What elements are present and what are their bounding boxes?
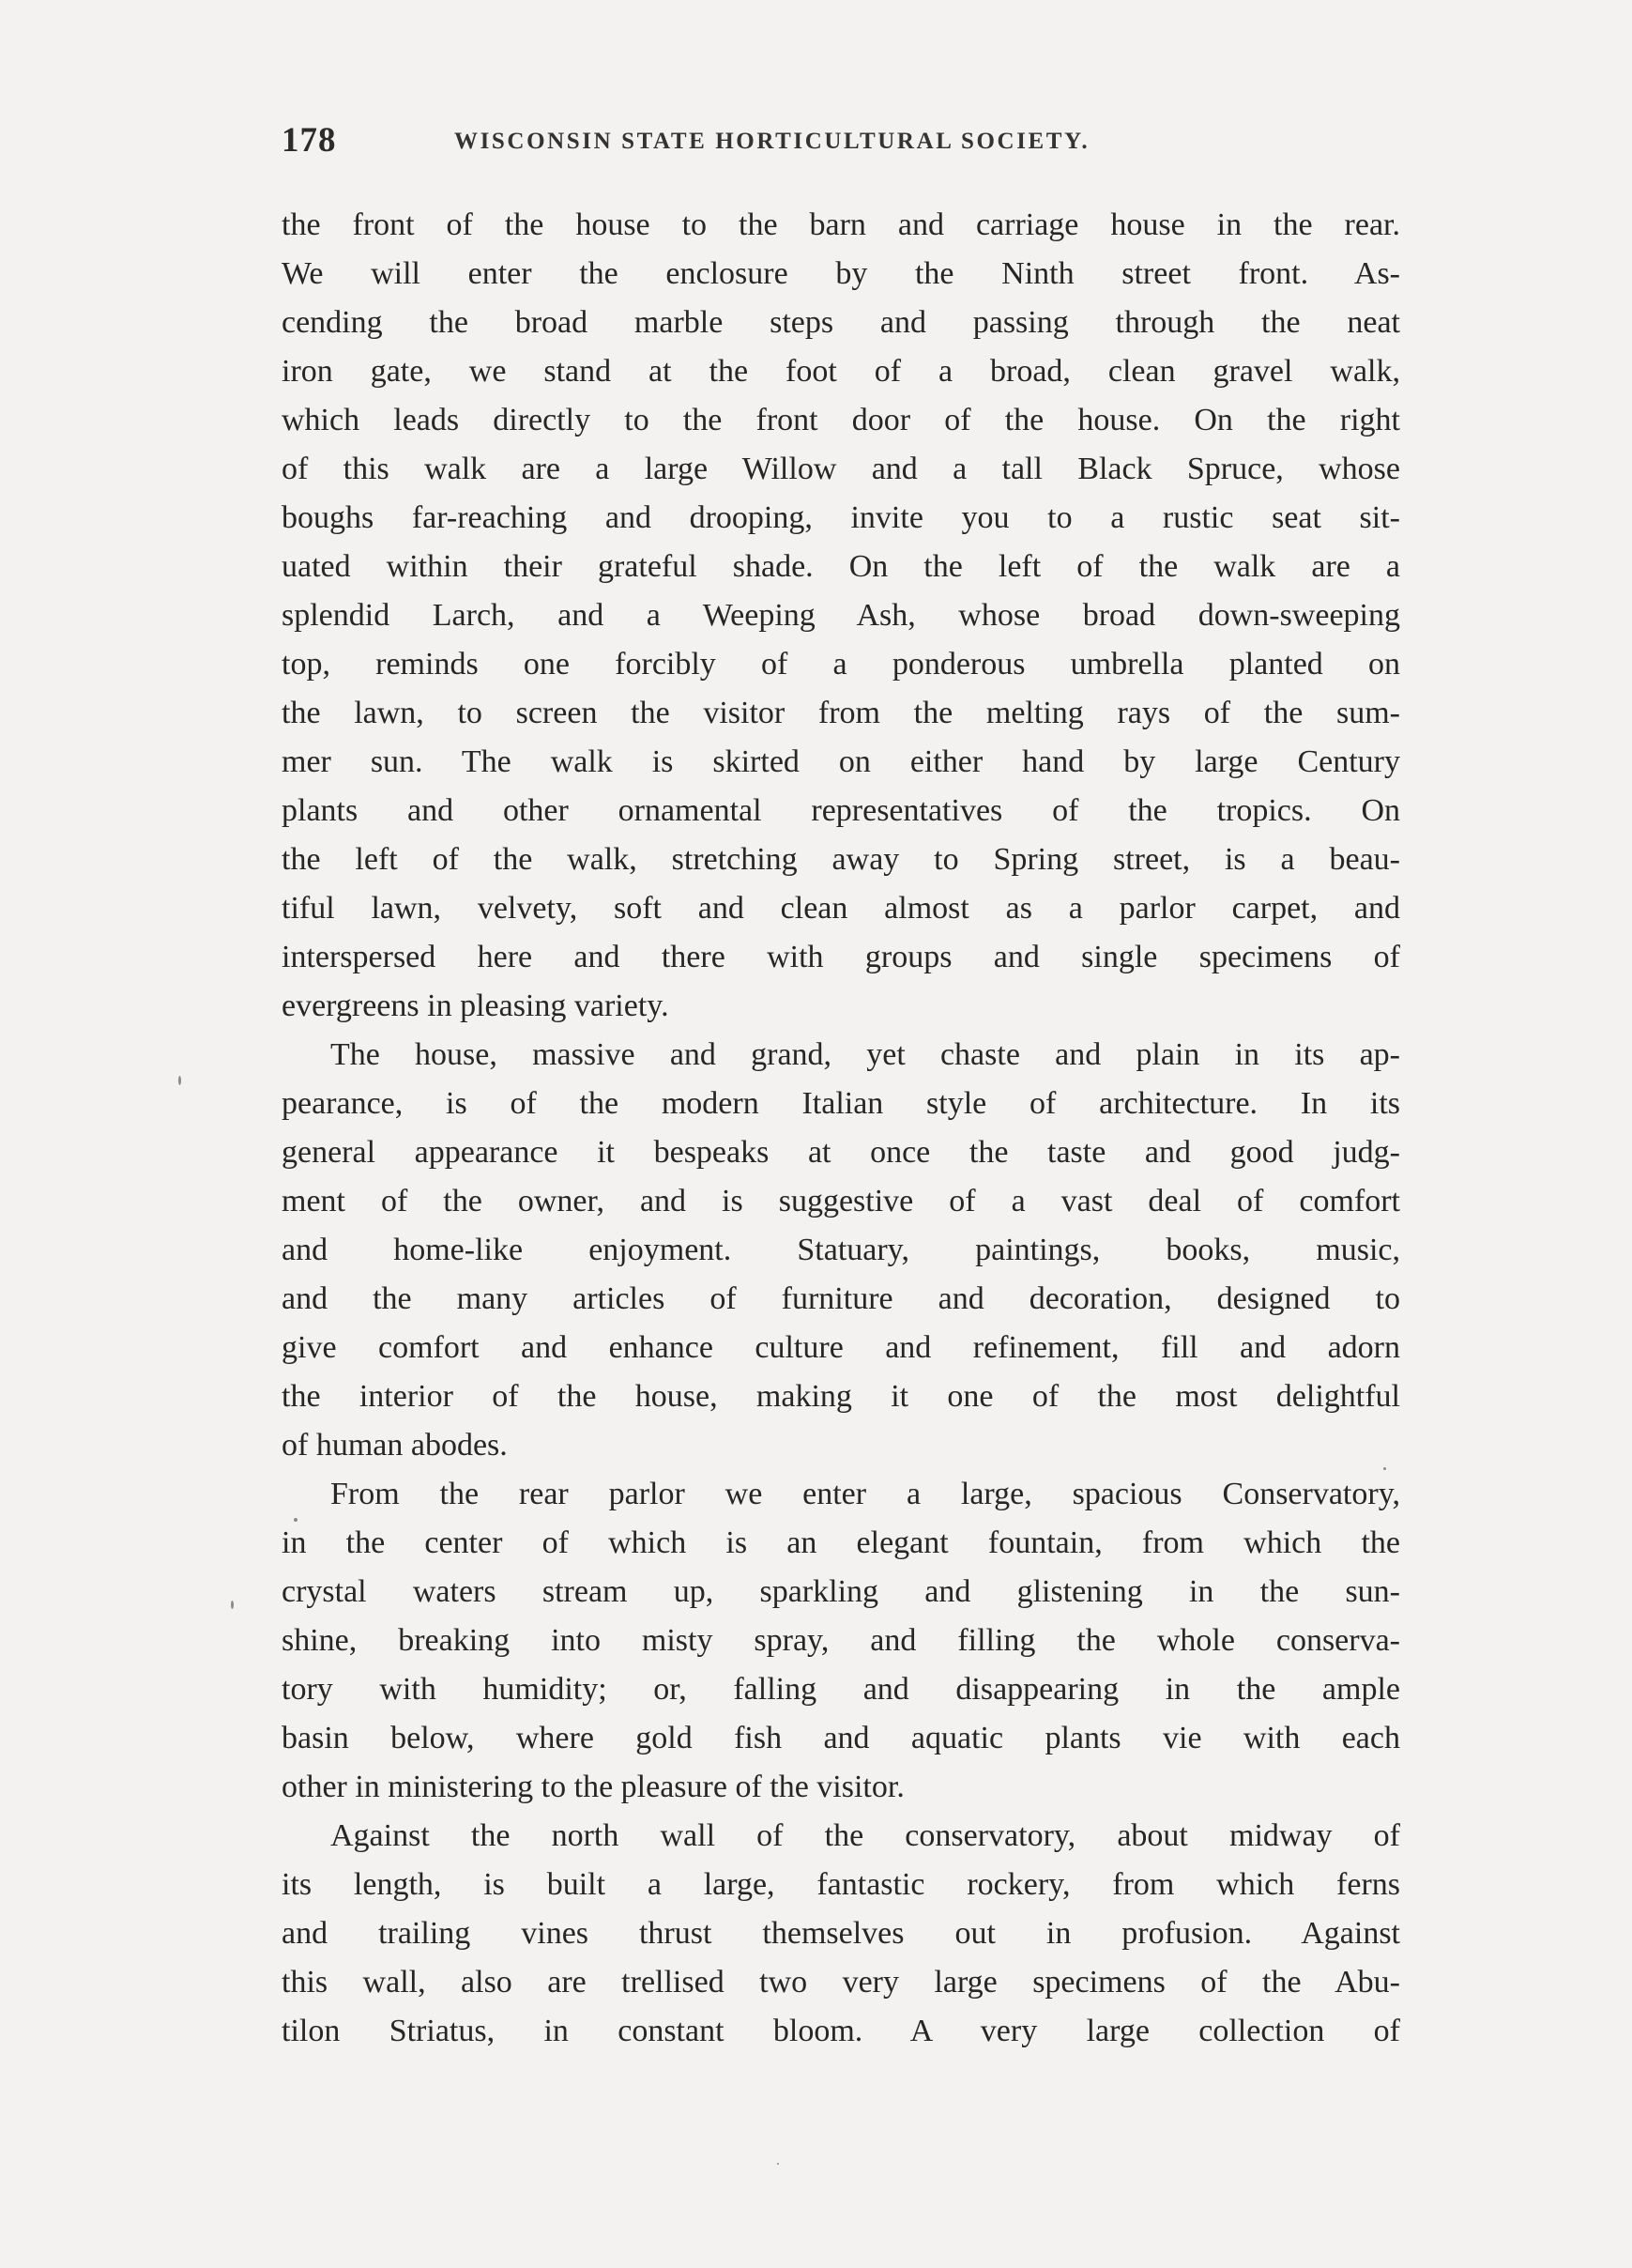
text-line: The house, massive and grand, yet chaste and plain in its ap- [330, 1037, 1400, 1072]
text-line: mer sun. The walk is skirted on either hand by large Century [282, 744, 1400, 779]
text-line: basin below, where gold fish and aquatic plants vie with each [282, 1721, 1400, 1755]
text-line: and home-like enjoyment. Statuary, paintings, books, music, [282, 1233, 1400, 1267]
text-line: ment of the owner, and is suggestive of a vast deal of comfort [282, 1184, 1400, 1218]
text-line: and the many articles of furniture and decoration, designed to [282, 1281, 1400, 1316]
text-line: the front of the house to the barn and carriage house in the rear. [282, 207, 1400, 242]
text-line: general appearance it bespeaks at once the taste and good judg- [282, 1135, 1400, 1170]
text-line: other in ministering to the pleasure of the visitor. [282, 1770, 905, 1804]
text-line: iron gate, we stand at the foot of a broad, clean gravel walk, [282, 354, 1400, 389]
text-line: From the rear parlor we enter a large, spacious Conservatory, [330, 1477, 1400, 1511]
text-line: tory with humidity; or, falling and disappearing in the ample [282, 1672, 1400, 1707]
text-line: evergreens in pleasing variety. [282, 988, 669, 1023]
text-line: interspersed here and there with groups and single specimens of [282, 940, 1400, 974]
text-line: boughs far-reaching and drooping, invite you to a rustic seat sit- [282, 500, 1400, 535]
text-line: plants and other ornamental representatives of the tropics. On [282, 793, 1400, 828]
text-line: the lawn, to screen the visitor from the melting rays of the sum- [282, 696, 1400, 730]
text-line: top, reminds one forcibly of a ponderous umbrella planted on [282, 647, 1400, 682]
text-line: which leads directly to the front door of the house. On the right [282, 403, 1400, 437]
text-line: this wall, also are trellised two very large specimens of the Abu- [282, 1965, 1400, 2000]
text-line: give comfort and enhance culture and refinement, fill and adorn [282, 1330, 1400, 1365]
text-line: cending the broad marble steps and passing through the neat [282, 305, 1400, 340]
text-line: its length, is built a large, fantastic rockery, from which ferns [282, 1867, 1400, 1902]
scan-speck [777, 2163, 779, 2165]
text-line: in the center of which is an elegant fountain, from which the [282, 1525, 1400, 1560]
text-line: tilon Striatus, in constant bloom. A very large collection of [282, 2014, 1400, 2048]
page-header [282, 120, 1408, 176]
page-number: 178 [282, 121, 337, 160]
text-line: shine, breaking into misty spray, and filling the whole conserva- [282, 1623, 1400, 1658]
text-line: splendid Larch, and a Weeping Ash, whose broad down-sweeping [282, 598, 1400, 633]
text-line: tiful lawn, velvety, soft and clean almost as a parlor carpet, and [282, 891, 1400, 926]
text-line: We will enter the enclosure by the Ninth street front. As- [282, 256, 1400, 291]
text-line: of human abodes. [282, 1428, 508, 1463]
text-line: Against the north wall of the conservatory, about midway of [330, 1818, 1400, 1853]
running-head: WISCONSIN STATE HORTICULTURAL SOCIETY. [454, 129, 1091, 154]
text-line: of this walk are a large Willow and a tall Black Spruce, whose [282, 452, 1400, 486]
text-line: the left of the walk, stretching away to Spring street, is a beau- [282, 842, 1400, 877]
scan-speck [178, 1076, 181, 1085]
scan-speck [1383, 1467, 1386, 1470]
text-line: uated within their grateful shade. On the left of the walk are a [282, 549, 1400, 584]
scan-speck [231, 1601, 234, 1609]
text-line: and trailing vines thrust themselves out in profusion. Against [282, 1916, 1400, 1951]
text-line: the interior of the house, making it one of the most delightful [282, 1379, 1400, 1414]
body-text [282, 201, 1400, 2056]
text-line: pearance, is of the modern Italian style of architecture. In its [282, 1086, 1400, 1121]
scan-speck [294, 1518, 297, 1522]
text-line: crystal waters stream up, sparkling and glistening in the sun- [282, 1574, 1400, 1609]
